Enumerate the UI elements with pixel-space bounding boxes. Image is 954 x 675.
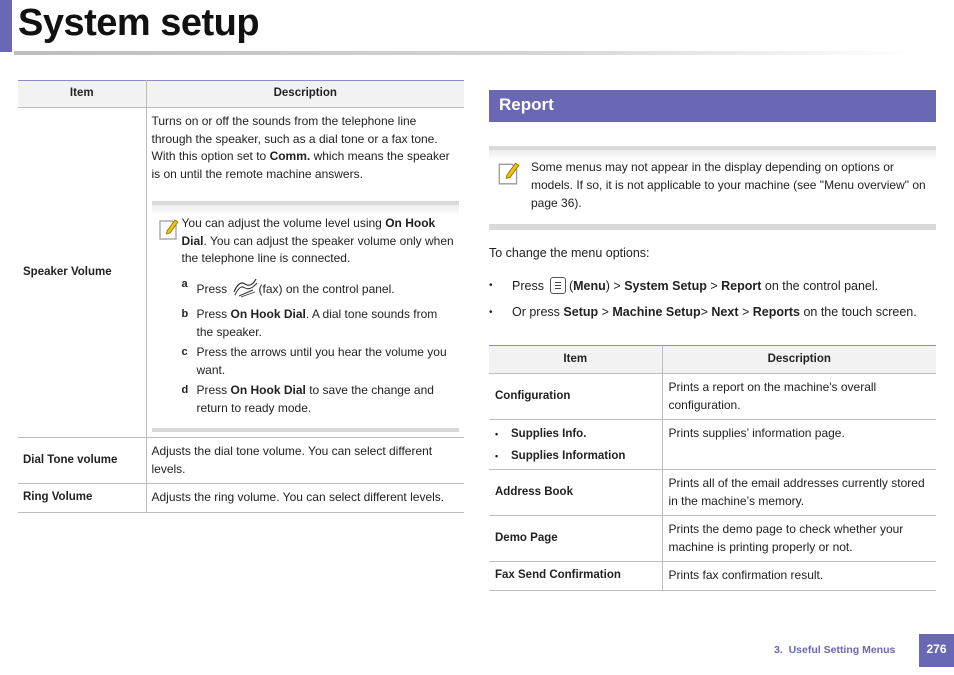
row-item-speaker-volume: Speaker Volume xyxy=(18,108,146,438)
list-item: • Supplies Info. xyxy=(495,428,587,440)
row-description-fax-send-confirmation: Prints fax confirmation result. xyxy=(662,562,936,591)
note-pencil-icon xyxy=(152,215,182,420)
page-accent-bar xyxy=(0,0,12,52)
table-row xyxy=(489,470,936,516)
table-row xyxy=(18,484,464,513)
list-item: d Press On Hook Dial to save the change and return to ready mode. xyxy=(181,383,434,415)
table-row xyxy=(489,420,936,470)
volume-note xyxy=(152,201,460,432)
note-text: You can adjust the volume level using On Hook Dial. You can adjust the speaker volume only when the telephone line is connected. a Press (fax) on the control panel. b Press On Hook Dial. A dial tone sounds from the speaker. c Press the arrows until you hear the volume you want. d Press On Hook Dial to save the change and return to ready mode. xyxy=(182,215,456,420)
row-description-speaker-volume xyxy=(146,108,464,438)
section-heading-report: Report xyxy=(489,90,936,122)
table-header-row xyxy=(489,346,936,374)
list-item: • Or press Setup > Machine Setup > Next > Reports on the touch screen. xyxy=(489,305,917,319)
column-header-description: Description xyxy=(662,346,936,374)
row-item-ring-volume: Ring Volume xyxy=(18,484,146,513)
row-item-supplies xyxy=(489,420,662,470)
column-header-description: Description xyxy=(146,81,464,108)
table-row xyxy=(489,516,936,562)
list-item: • Press ( Menu ) > System Setup > Report on the control panel. xyxy=(489,278,879,293)
row-item-configuration: Configuration xyxy=(489,374,662,420)
column-header-item: Item xyxy=(489,346,662,374)
list-item: c Press the arrows until you hear the volume you want. xyxy=(181,345,447,377)
report-options-table xyxy=(489,345,936,591)
row-item-demo-page: Demo Page xyxy=(489,516,662,562)
table-row xyxy=(489,374,936,420)
speaker-settings-table xyxy=(18,80,464,513)
note-text: Some menus may not appear in the display depending on options or models. If so, it is not applicable to your machine (see "Menu overview" on page 36). xyxy=(531,160,926,210)
row-item-dial-tone-volume: Dial Tone volume xyxy=(18,438,146,484)
menu-button-icon xyxy=(550,277,566,294)
table-header-row xyxy=(18,81,464,108)
footer-chapter-label: 3. Useful Setting Menus xyxy=(774,644,896,656)
list-item: b Press On Hook Dial. A dial tone sounds from the speaker. xyxy=(181,307,438,339)
page-number: 276 xyxy=(919,634,954,667)
list-item: a Press (fax) on the control panel. xyxy=(182,276,456,304)
row-description-supplies: Prints supplies’ information page. xyxy=(662,420,936,470)
row-item-address-book: Address Book xyxy=(489,470,662,516)
table-row xyxy=(489,562,936,591)
column-header-item: Item xyxy=(18,81,146,108)
row-description-ring-volume: Adjusts the ring volume. You can select different levels. xyxy=(146,484,464,513)
title-divider xyxy=(14,51,914,55)
row-description-dial-tone-volume: Adjusts the dial tone volume. You can select different levels. xyxy=(146,438,464,484)
fax-icon xyxy=(231,276,259,304)
instructions-intro: To change the menu options: xyxy=(489,246,650,260)
row-item-fax-send-confirmation: Fax Send Confirmation xyxy=(489,562,662,591)
steps-list xyxy=(182,276,456,418)
table-row xyxy=(18,108,464,438)
list-item: • Supplies Information xyxy=(495,449,626,462)
row-description-demo-page: Prints the demo page to check whether your machine is printing properly or not. xyxy=(662,516,936,562)
note-pencil-icon xyxy=(489,158,531,212)
page-title: System setup xyxy=(18,2,260,44)
menu-availability-note xyxy=(489,146,936,230)
row-description-configuration: Prints a report on the machine's overall configuration. xyxy=(662,374,936,420)
table-row xyxy=(18,438,464,484)
row-description-address-book: Prints all of the email addresses currently stored in the machine’s memory. xyxy=(662,470,936,516)
speaker-volume-description: Turns on or off the sounds from the telephone line through the speaker, such as a dial tone or a fax tone. With this option set to Comm. which means the speaker is on until the remote machine answers. xyxy=(151,114,450,181)
